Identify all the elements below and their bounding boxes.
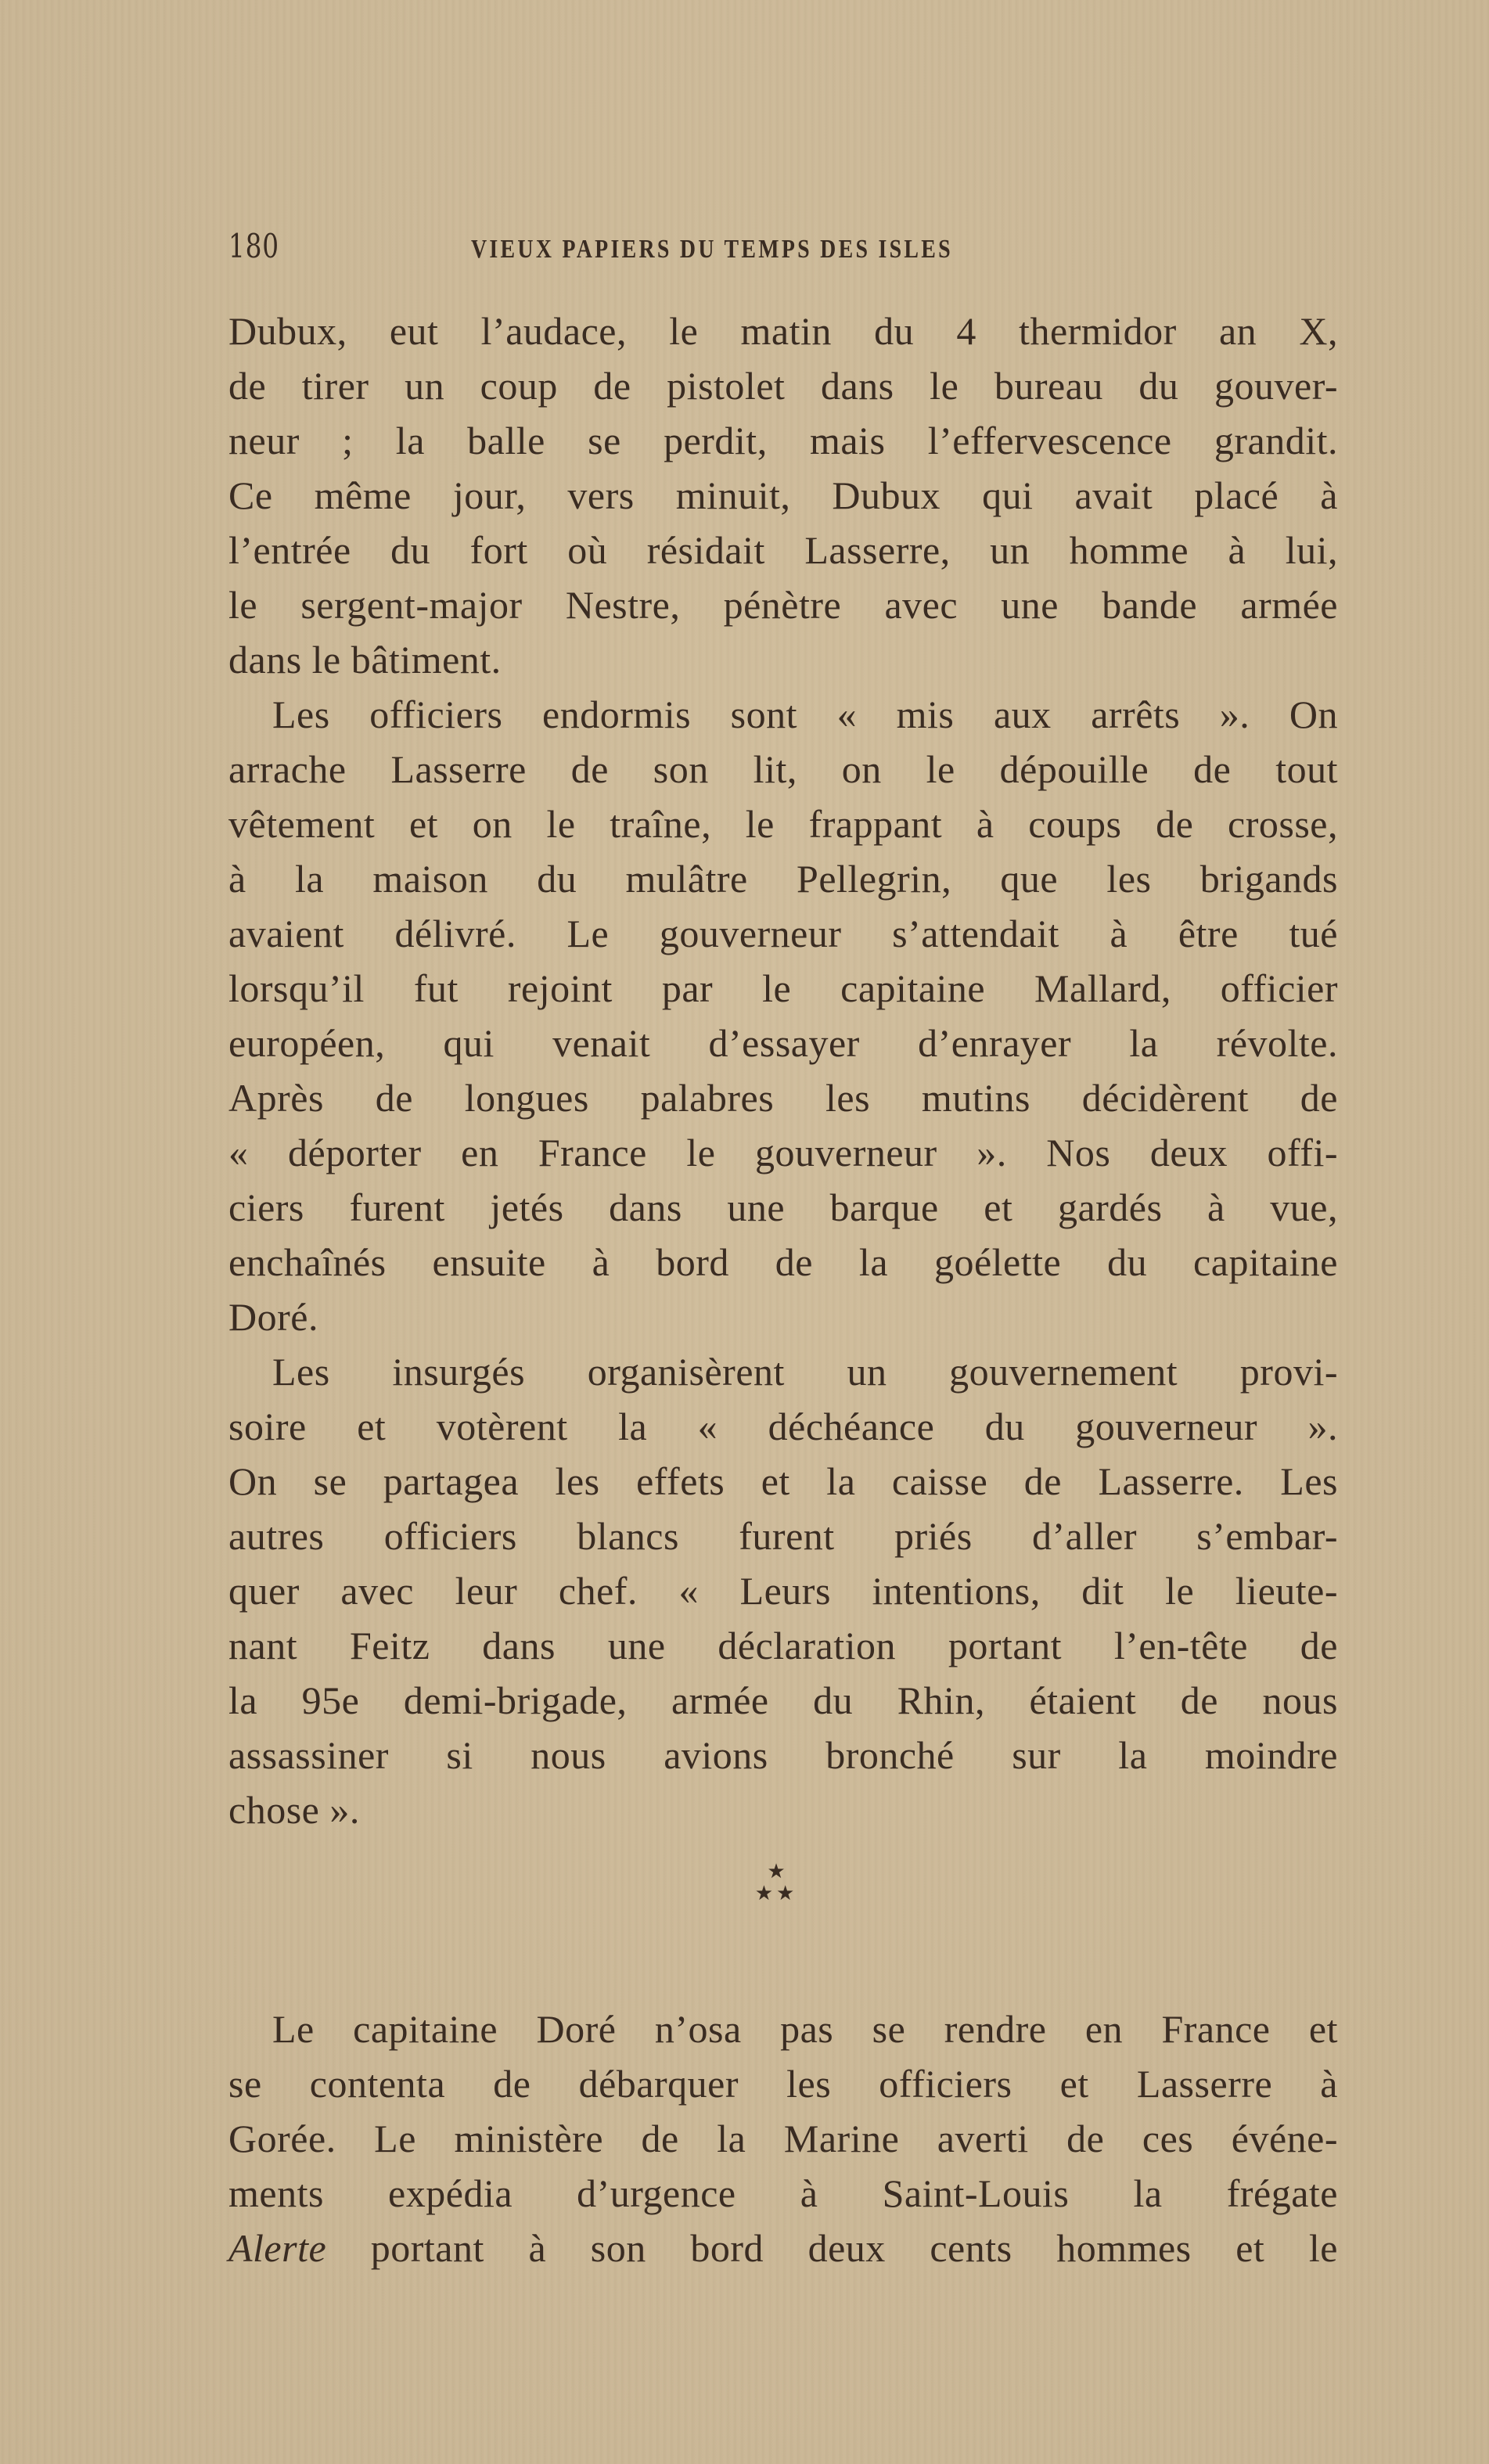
text-line: chose ». <box>228 1788 360 1832</box>
text-line: le sergent-major Nestre, pénètre avec une bande armée <box>228 583 1338 627</box>
text-line: lorsqu’il fut rejoint par le capitaine Mallard, officier <box>228 966 1338 1010</box>
text-line: à la maison du mulâtre Pellegrin, que les brigands <box>228 857 1338 901</box>
text-line: se contenta de débarquer les officiers et Lasserre à <box>228 2062 1338 2106</box>
text-line: l’entrée du fort où résidait Lasserre, un homme à lui, <box>228 528 1338 572</box>
paragraph <box>228 304 1338 687</box>
text-line: Gorée. Le ministère de la Marine averti de ces événe- <box>228 2117 1338 2160</box>
text-line: Les insurgés organisèrent un gouvernement provi- <box>272 1350 1338 1394</box>
text-line: arrache Lasserre de son lit, on le dépouille de tout <box>228 747 1338 791</box>
text-fragment: portant à son bord deux cents hommes et le <box>326 2226 1338 2270</box>
text-line: ciers furent jetés dans une barque et gardés à vue, <box>228 1185 1338 1229</box>
text-line: avaient délivré. Le gouverneur s’attendait à être tué <box>228 912 1338 955</box>
text-line: On se partagea les effets et la caisse de Lasserre. Les <box>228 1459 1338 1503</box>
star-icon: ★ <box>767 1860 786 1883</box>
paragraph <box>228 2002 1338 2275</box>
text-line: soire et votèrent la « déchéance du gouverneur ». <box>228 1405 1338 1448</box>
text-line: dans le bâtiment. <box>228 638 502 682</box>
running-head <box>228 227 1338 274</box>
text-line: neur ; la balle se perdit, mais l’effervescence grandit. <box>228 419 1338 462</box>
text-line: Doré. <box>228 1295 318 1339</box>
paragraph <box>228 1344 1338 1837</box>
text-line: quer avec leur chef. « Leurs intentions, dit le lieute- <box>228 1569 1338 1613</box>
text-line: nant Feitz dans une déclaration portant l’en-tête de <box>228 1624 1338 1667</box>
page-number: 180 <box>228 227 279 265</box>
star-icon: ★★ <box>754 1882 798 1905</box>
text-line: de tirer un coup de pistolet dans le bureau du gouver- <box>228 364 1338 408</box>
body-text <box>228 304 1338 2275</box>
paragraph <box>228 687 1338 1344</box>
ship-name: Alerte <box>228 2226 327 2270</box>
text-line: Ce même jour, vers minuit, Dubux qui avait placé à <box>228 473 1338 517</box>
text-line: Après de longues palabres les mutins décidèrent de <box>228 1076 1338 1120</box>
text-line: Les officiers endormis sont « mis aux arrêts ». On <box>272 692 1338 736</box>
text-line: Dubux, eut l’audace, le matin du 4 thermidor an X, <box>228 309 1338 353</box>
text-line: Le capitaine Doré n’osa pas se rendre en France et <box>272 2007 1338 2051</box>
text-line: assassiner si nous avions bronché sur la moindre <box>228 1733 1338 1777</box>
running-title: VIEUX PAPIERS DU TEMPS DES ISLES <box>471 235 953 264</box>
text-line: ments expédia d’urgence à Saint-Louis la frégate <box>228 2171 1338 2215</box>
text-line: autres officiers blancs furent priés d’aller s’embar- <box>228 1514 1338 1558</box>
text-line: européen, qui venait d’essayer d’enrayer la révolte. <box>228 1021 1338 1065</box>
text-line: vêtement et on le traîne, le frappant à coups de crosse, <box>228 802 1338 846</box>
section-separator <box>228 1837 1338 2002</box>
text-line: enchaînés ensuite à bord de la goélette du capitaine <box>228 1240 1338 1284</box>
asterism-icon <box>749 1861 804 1905</box>
text-line: la 95e demi-brigade, armée du Rhin, étaient de nous <box>228 1678 1338 1722</box>
text-line <box>228 2221 1338 2275</box>
text-line: « déporter en France le gouverneur ». Nos deux offi- <box>228 1131 1338 1174</box>
